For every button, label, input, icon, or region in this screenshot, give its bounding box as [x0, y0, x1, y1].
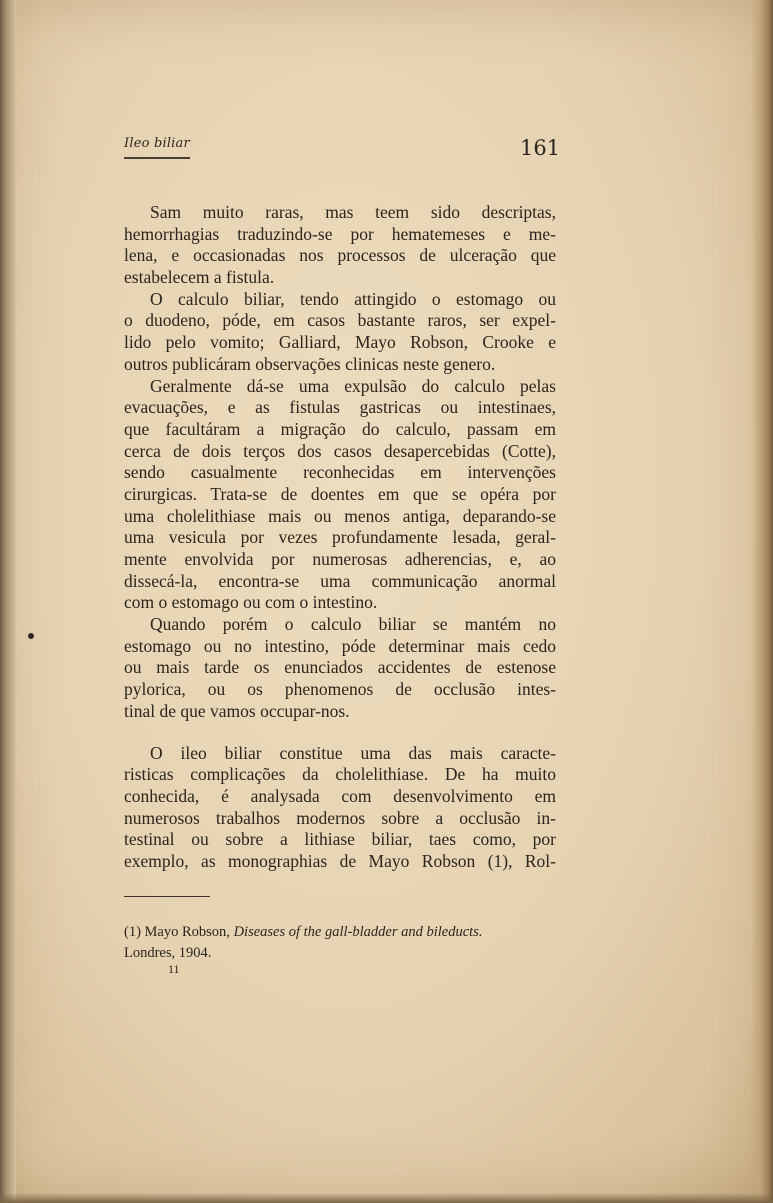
text-line: risticas complicações da cholelithiase. De ha muito: [124, 764, 556, 785]
text-line: O calculo biliar, tendo attingido o estomago ou: [150, 288, 556, 309]
footnote-line-1: [124, 922, 556, 943]
footnote-title: Diseases of the gall-bladder and bileducts.: [233, 924, 483, 940]
text-line: testinal ou sobre a lithiase biliar, taes como, por: [124, 829, 556, 850]
text-line: sendo casualmente reconhecidas em intervenções: [124, 462, 556, 483]
page-right-edge: [751, 0, 773, 1203]
text-line: uma cholelithiase mais ou menos antiga, deparando-se: [124, 505, 556, 526]
text-line: lena, e occasionadas nos processos de ulceração que: [124, 245, 556, 266]
footnote-rule: [124, 896, 210, 897]
paragraph: [124, 289, 556, 376]
text-line: cerca de dois terços dos casos desapercebidas (Cotte),: [124, 440, 556, 461]
text-line: Quando porém o calculo biliar se mantém no: [150, 614, 556, 635]
paragraph: [124, 202, 556, 289]
text-line: O ileo biliar constitue uma das mais caracte-: [150, 742, 556, 763]
footnote-line-2: Londres, 1904.: [124, 945, 212, 961]
text-line: que facultáram a migração do calculo, passam em: [124, 418, 556, 439]
text-line: com o estomago ou com o intestino.: [124, 592, 378, 613]
text-line: outros publicáram observações clinicas neste genero.: [124, 353, 496, 374]
text-line: ou mais tarde os enunciados accidentes de estenose: [124, 657, 556, 678]
text-line: evacuações, e as fistulas gastricas ou intestinaes,: [124, 397, 556, 418]
text-line: tinal de que vamos occupar-nos.: [124, 700, 350, 721]
signature-mark: 11: [168, 962, 180, 976]
footnote-prefix: (1) Mayo Robson,: [124, 924, 234, 940]
paragraph: [124, 614, 556, 722]
text-line: estomago ou no intestino, póde determinar mais cedo: [124, 635, 556, 656]
page-spine-shadow: [0, 0, 16, 1203]
page-bottom-edge: [0, 1193, 773, 1203]
text-line: exemplo, as monographias de Mayo Robson (1), Rol-: [124, 850, 556, 871]
text-line: pylorica, ou os phenomenos de occlusão intes-: [124, 679, 556, 700]
text-line: hemorrhagias traduzindo-se por hematemeses e me-: [124, 223, 556, 244]
text-line: dissecá-la, encontra-se uma communicação anormal: [124, 570, 556, 591]
running-head-rule: [124, 157, 190, 159]
text-line: o duodeno, póde, em casos bastante raros, ser expel-: [124, 310, 556, 331]
paragraph: [124, 743, 556, 873]
text-line: Sam muito raras, mas teem sido descriptas,: [150, 202, 556, 222]
text-line: conhecida, é analysada com desenvolvimento em: [124, 785, 556, 806]
text-line: cirurgicas. Trata-se de doentes em que se opéra por: [124, 483, 556, 504]
margin-ink-spot: [28, 633, 34, 639]
text-line: mente envolvida por numerosas adherencias, e, ao: [124, 549, 556, 569]
section-gap: [124, 723, 556, 743]
text-line: estabelecem a fistula.: [124, 267, 275, 288]
body-text: [124, 202, 556, 873]
text-line: uma vesicula por vezes profundamente lesada, geral-: [124, 527, 556, 548]
running-head: Ileo biliar: [124, 136, 190, 151]
text-line: numerosos trabalhos modernos sobre a occlusão in-: [124, 807, 556, 828]
text-line: Geralmente dá-se uma expulsão do calculo pelas: [150, 375, 556, 396]
text-line: lido pelo vomito; Galliard, Mayo Robson, Crooke e: [124, 332, 556, 353]
paragraph: [124, 376, 556, 615]
page-number: 161: [520, 136, 561, 160]
footnote: [124, 922, 556, 964]
